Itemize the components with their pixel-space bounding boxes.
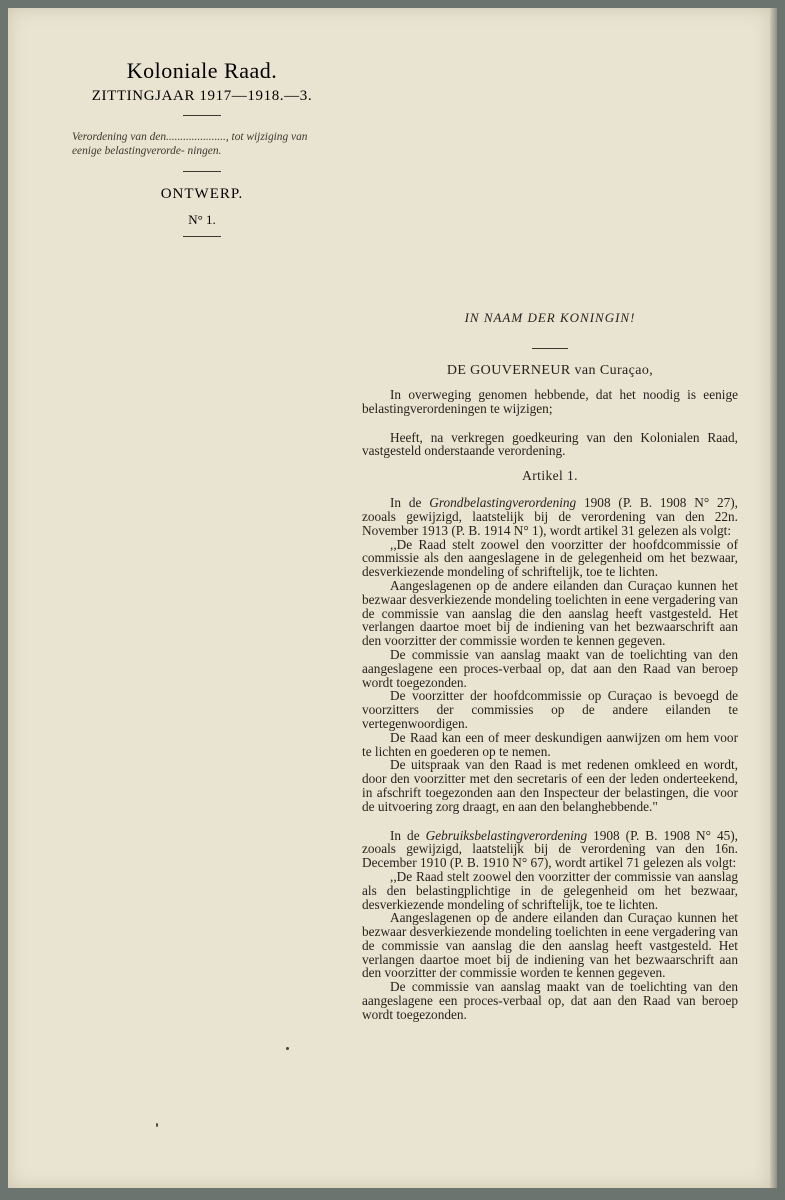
divider (532, 348, 568, 349)
body-text (362, 310, 738, 1022)
divider (183, 171, 221, 172)
draft-number: N° 1. (188, 212, 216, 227)
header-block (68, 58, 336, 237)
governor-line: DE GOUVERNEUR van Curaçao, (446, 363, 654, 378)
draft-label: ONTWERP. (160, 186, 244, 202)
ordinance-name: Grondbelastingverordening (429, 495, 577, 511)
session-line: ZITTINGJAAR 1917—1918.—3. (91, 88, 313, 104)
article-paragraph: De uitspraak van den Raad is met redenen omkleed en wordt, door den voorzitter met den secretaris of een der leden onderteekend, in afschrift toegezonden aan den Inspecteur der belastingen, die voor de uitvoering zorg draagt, en aan den belanghebbende." (362, 757, 738, 814)
subject-line: Verordening van den....................., tot wijziging van eenige belastingverorde- ningen. (72, 131, 308, 157)
article-paragraph: De voorzitter der hoofdcommissie op Curaçao is bevoegd de voorzitters der commissies op de andere eilanden te vertegenwoordigen. (362, 688, 738, 731)
text-run: 1908 (P. B. 1908 N° 45), zooals gewijzigd, laatstelijk bij de verordening van den 16n. December 1910 (P. B. 1910 N° 67), wordt artikel 71 gelezen als volgt: (362, 827, 739, 871)
article-paragraph: De commissie van aanslag maakt van de toelichting van den aangeslagene een proces-verbaal op, dat aan den Raad van beroep wordt toegezonden. (362, 646, 738, 690)
article-paragraph: Aangeslagenen op de andere eilanden dan Curaçao kunnen het bezwaar desverkiezende mondeling toelichten in eene vergadering van de commissie van aanslag die den aanslag heeft vastgesteld. Het verlangen daartoe moet bij de indiening van het bezwaarschrift aan den voorzitter der commissie worden te kennen gegeven. (362, 577, 738, 649)
article-heading: Artikel 1. (522, 468, 578, 484)
article-paragraph: ,,De Raad stelt zoowel den voorzitter der commissie van aanslag als den belastingplichtige in de gelegenheid om het bezwaar, desverkiezende mondeling of schriftelijk, toe te lichten. (362, 868, 738, 912)
ordinance-name: Gebruiksbelastingverordening (425, 827, 588, 843)
article-paragraph (362, 829, 738, 870)
paper-speck (286, 1047, 289, 1050)
divider (183, 236, 221, 237)
article-paragraph: De commissie van aanslag maakt van de toelichting van den aangeslagene een proces-verbaal op, dat aan den Raad van beroep wordt toegezonden. (362, 979, 738, 1022)
article-paragraph: Aangeslagenen op de andere eilanden dan Curaçao kunnen het bezwaar desverkiezende mondeling toelichten in eene vergadering van de commissie van aanslag die den aanslag heeft vastgesteld. Het verlangen daartoe moet bij de indiening van het bezwaarschrift aan den voorzitter der commissie worden te kennen gegeven. (362, 910, 738, 981)
divider (183, 115, 221, 116)
text-run: In de (390, 827, 426, 843)
article-paragraph (362, 496, 738, 537)
text-run: 1908 (P. B. 1908 N° 27), zooals gewijzigd, laatstelijk bij de verordening van den 22n. November 1913 (P. B. 1914 N° 1), wordt artikel 31 gelezen als volgt: (362, 495, 738, 538)
text-run: In de (390, 495, 430, 511)
invocation: IN NAAM DER KONINGIN! (464, 310, 636, 325)
article-paragraph: De Raad kan een of meer deskundigen aanwijzen om hem voor te lichten en goederen op te nemen. (362, 729, 738, 759)
article-paragraph: ,,De Raad stelt zoowel den voorzitter der hoofdcommissie of commissie als den aangeslagene in de gelegenheid om het bezwaar, desverkiezende mondeling of schriftelijk, toe te lichten. (362, 536, 738, 580)
paper-speck (156, 1123, 158, 1127)
page-edge (770, 8, 777, 1188)
org-title: Koloniale Raad. (126, 58, 278, 83)
considering-paragraph: In overweging genomen hebbende, dat het noodig is eenige belastingverordeningen te wijzigen; (362, 387, 738, 416)
enacted-paragraph: Heeft, na verkregen goedkeuring van den Kolonialen Raad, vastgesteld onderstaande verordening. (362, 429, 738, 459)
